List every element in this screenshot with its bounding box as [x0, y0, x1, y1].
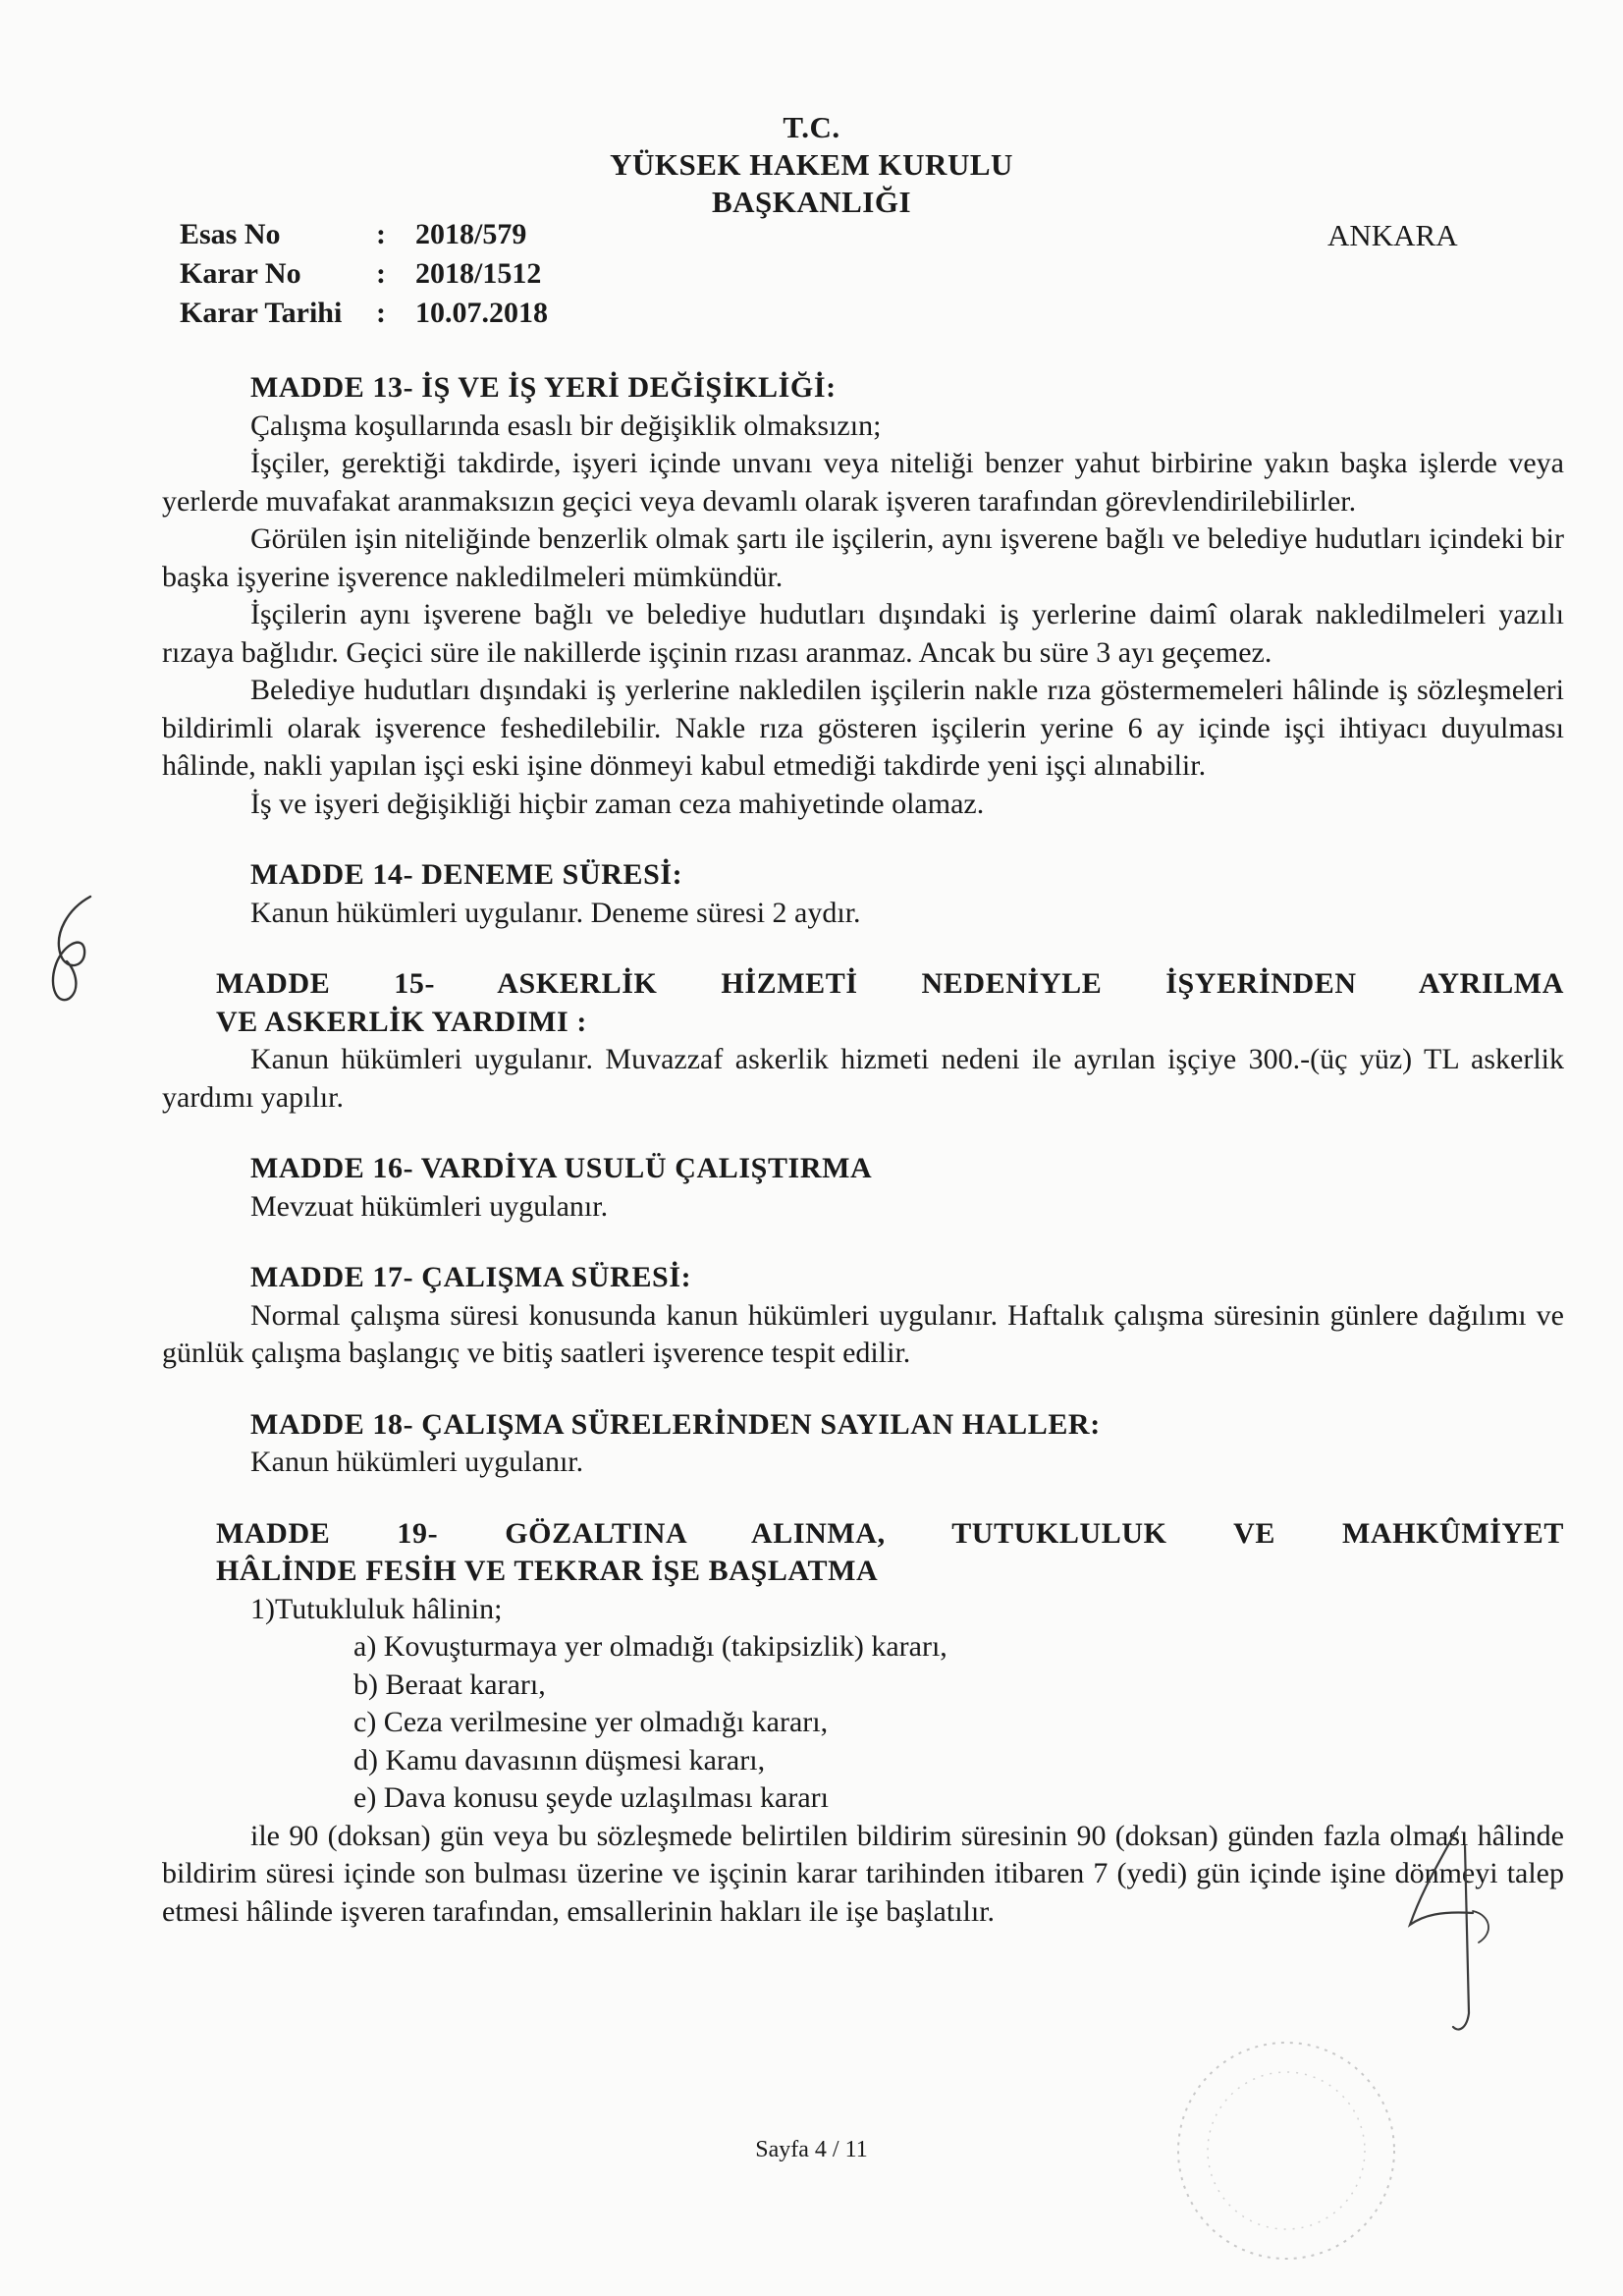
header-department: BAŞKANLIĞI [711, 185, 912, 219]
list-item: c) Ceza verilmesine yer olmadığı kararı, [353, 1706, 829, 1738]
esas-value: 2018/579 [415, 218, 527, 250]
tarih-value: 10.07.2018 [415, 297, 548, 329]
header-institution: YÜKSEK HAKEM KURULU [610, 147, 1013, 182]
tarih-row: Karar Tarihi : 10.07.2018 [180, 297, 548, 336]
article-19-title-cont: HÂLİNDE FESİH VE TEKRAR İŞE BAŞLATMA [216, 1555, 879, 1587]
header-tc: T.C. [783, 110, 840, 144]
article-16-title: MADDE 16- VARDİYA USULÜ ÇALIŞTIRMA [250, 1152, 873, 1184]
list-item: b) Beraat kararı, [353, 1667, 546, 1701]
paragraph: İşçilerin aynı işverene bağlı ve belediye hudutları dışındaki iş yerlerine daimî olarak nakledilmeleri yazılı rızaya bağlıdır. Geçici süre ile nakillerde işçinin rızası aranmaz. Ancak bu süre 3 ayı geçemez. [162, 598, 1564, 669]
paragraph: Normal çalışma süresi konusunda kanun hükümleri uygulanır. Haftalık çalışma süresinin günlere dağılımı ve günlük çalışma başlangıç ve bitiş saatleri işverence tespit edilir. [162, 1298, 1564, 1369]
article-13-title: MADDE 13- İŞ VE İŞ YERİ DEĞİŞİKLİĞİ: [250, 371, 837, 404]
paragraph: Görülen işin niteliğinde benzerlik olmak şartı ile işçilerin, aynı işverene bağlı ve belediye hudutları içindeki bir başka işyerine işverence nakledilmeleri mümkündür. [162, 522, 1564, 593]
paragraph: ile 90 (doksan) gün veya bu sözleşmede belirtilen bildirim süresinin 90 (doksan) günden fazla olması hâlinde bildirim süresi içinde son bulması üzerine ve işçinin karar tarihinden itibaren 7 (yedi) gün içinde işine dönmeyi talep etmesi hâlinde işveren tarafından, emsallerinin hakları ile işe başlatılır. [162, 1819, 1564, 1928]
article-18-title: MADDE 18- ÇALIŞMA SÜRELERİNDEN SAYILAN HALLER: [250, 1407, 1101, 1441]
karar-value: 2018/1512 [415, 257, 542, 290]
paragraph: Kanun hükümleri uygulanır. Deneme süresi 2 aydır. [250, 896, 861, 929]
article-15-title: MADDE 15- ASKERLİK HİZMETİ NEDENİYLE İŞYERİNDEN AYRILMA [216, 967, 1564, 1000]
paragraph: Kanun hükümleri uygulanır. Muvazzaf askerlik hizmeti nedeni ile ayrılan işçiye 300.-(üç yüz) TL askerlik yardımı yapılır. [162, 1043, 1564, 1114]
list-item: d) Kamu davasının düşmesi kararı, [353, 1743, 766, 1777]
city: ANKARA [1327, 218, 1458, 252]
article-15-title-cont: VE ASKERLİK YARDIMI : [216, 1005, 587, 1038]
paragraph: 1)Tutukluluk hâlinin; [250, 1592, 503, 1625]
article-17-title: MADDE 17- ÇALIŞMA SÜRESİ: [250, 1261, 692, 1293]
paragraph: İşçiler, gerektiği takdirde, işyeri içinde unvanı veya niteliği benzer yahut birbirine yakın başka işlerde veya yerlerde muvafakat aranmaksızın geçici veya devamlı olarak işveren tarafından görevlendirilebilirler. [162, 447, 1564, 518]
initials-signature-icon [1365, 1817, 1502, 2043]
document-body [162, 369, 1564, 1931]
page-number: Sayfa 4 / 11 [755, 2137, 868, 2162]
paragraph: İş ve işyeri değişikliği hiçbir zaman ceza mahiyetinde olamaz. [250, 787, 985, 820]
paragraph: Belediye hudutları dışındaki iş yerlerine nakledilen işçilerin nakle rıza göstermemeleri hâlinde iş sözleşmeleri bildirimli olarak işverence feshedilebilir. Nakle rıza gösteren işçilerin yerine 6 ay içinde işçi ihtiyacı duyulması hâlinde, nakli yapılan işçi eski işine dönmeyi kabul etmediği takdirde yeni işçi alınabilir. [162, 674, 1564, 782]
case-meta [180, 218, 548, 336]
margin-signature-icon [41, 889, 110, 1011]
paragraph: Çalışma koşullarında esaslı bir değişiklik olmaksızın; [250, 409, 882, 442]
list-item: e) Dava konusu şeyde uzlaşılması kararı [353, 1781, 829, 1814]
paragraph: Mevzuat hükümleri uygulanır. [250, 1189, 609, 1223]
esas-row: Esas No : 2018/579 [180, 218, 548, 257]
karar-row: Karar No : 2018/1512 [180, 257, 548, 297]
article-19-title: MADDE 19- GÖZALTINA ALINMA, TUTUKLULUK VE MAHKÛMİYET [216, 1516, 1564, 1550]
article-14-title: MADDE 14- DENEME SÜRESİ: [250, 858, 683, 891]
paragraph: Kanun hükümleri uygulanır. [250, 1446, 584, 1478]
list-item: a) Kovuşturmaya yer olmadığı (takipsizlik) kararı, [353, 1630, 947, 1663]
